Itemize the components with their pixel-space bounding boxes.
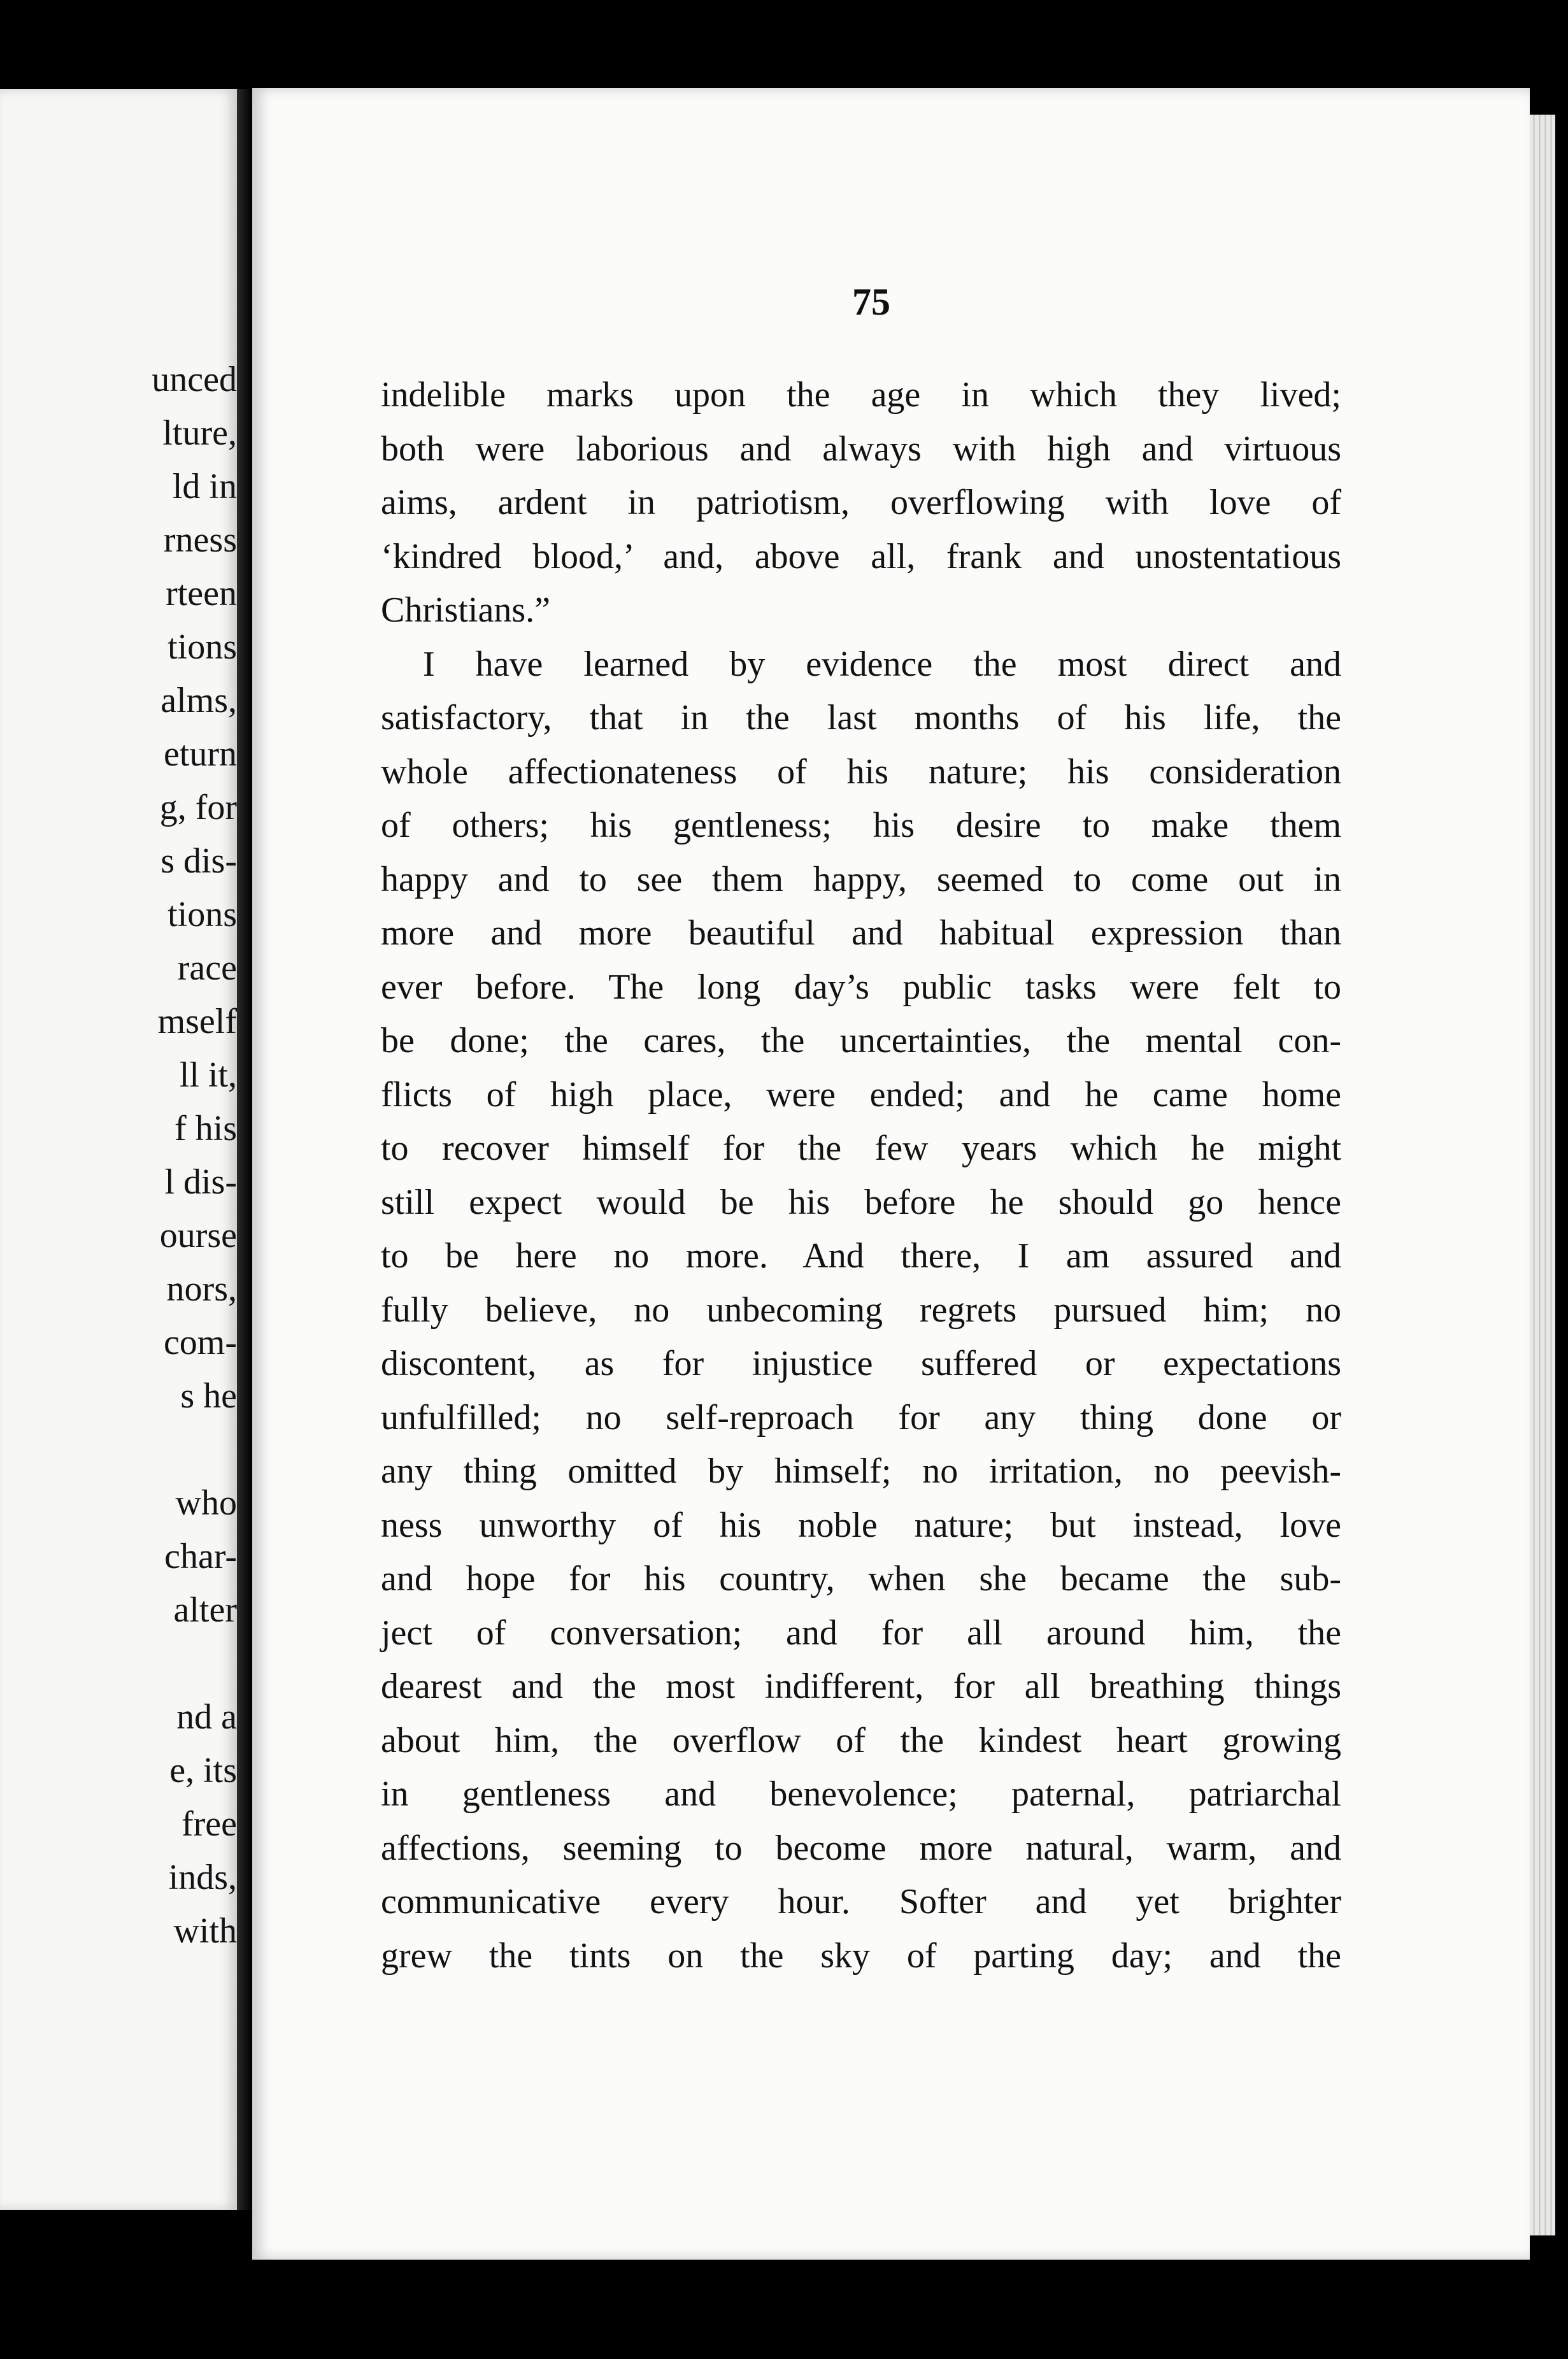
previous-page-line: race [177,948,237,988]
text-line: about him, the overflow of the kindest heart growing [381,1720,1341,1760]
text-line: flicts of high place, were ended; and he came home [381,1074,1341,1115]
previous-page-line: mself [157,1002,237,1041]
text-line: whole affectionateness of his nature; his consideration [381,752,1341,792]
previous-page-line: com- [163,1323,237,1362]
text-line: happy and to see them happy, seemed to come out in [381,859,1341,899]
previous-page-line: with [173,1911,237,1951]
previous-page-line: alter [173,1590,237,1630]
page-edges [1530,115,1555,2235]
previous-page-line: ourse [159,1216,237,1255]
previous-page-line: eturn [163,734,237,774]
text-line: dearest and the most indifferent, for all breathing things [381,1667,1341,1706]
previous-page-line: f his [175,1109,237,1148]
previous-page-line: nors, [166,1269,237,1309]
previous-page-line: inds, [168,1858,237,1897]
text-line: to recover himself for the few years which he might [381,1129,1341,1168]
text-line: aims, ardent in patriotism, overflowing with love of [381,483,1341,522]
paragraph-1 [381,368,1341,638]
text-line: fully believe, no unbecoming regrets pursued him; no [381,1290,1341,1330]
previous-page-line: tions [167,895,237,934]
text-line: indelible marks upon the age in which they lived; [381,375,1341,415]
previous-page-line: s he [180,1376,237,1416]
previous-page-line: rteen [166,574,237,613]
previous-page-line: alms, [160,681,237,720]
text-line: in gentleness and benevolence; paternal, patriarchal [381,1774,1341,1814]
previous-page-line: tions [167,627,237,667]
text-line: still expect would be his before he should go hence [381,1182,1341,1222]
text-line: unfulfilled; no self-reproach for any thing done or [381,1397,1341,1437]
page-body-text [381,368,1341,1983]
text-line: ject of conversation; and for all around him, the [381,1613,1341,1653]
text-line: discontent, as for injustice suffered or expectations [381,1344,1341,1383]
paragraph-2 [381,638,1341,1983]
text-line: affections, seeming to become more natural, warm, and [381,1828,1341,1868]
text-line: grew the tints on the sky of parting day; and the [381,1935,1341,1976]
text-line: I have learned by evidence the most direct and [423,644,1341,684]
text-line: communicative every hour. Softer and yet brighter [381,1882,1341,1921]
text-line: ness unworthy of his noble nature; but instead, love [381,1505,1341,1545]
previous-page-line: g, for [159,788,237,827]
text-line: ‘kindred blood,’ and, above all, frank and unostentatious [381,536,1341,576]
previous-page-line: unced [152,360,237,399]
previous-page-line: char- [164,1537,237,1576]
previous-page-line: free [181,1804,237,1844]
previous-page-line: s dis- [160,841,237,881]
previous-page-line: ll it, [179,1055,237,1095]
text-line: any thing omitted by himself; no irritation, no peevish- [381,1451,1341,1491]
text-line: to be here no more. And there, I am assured and [381,1236,1341,1276]
text-line: more and more beautiful and habitual expression than [381,913,1341,953]
text-line: of others; his gentleness; his desire to make them [381,806,1341,845]
previous-page-line: e, its [169,1751,237,1790]
previous-page-line: rness [163,520,237,560]
previous-page-line: who [175,1483,237,1523]
previous-page [0,89,237,2210]
text-line: satisfactory, that in the last months of his life, the [381,698,1341,738]
text-line: ever before. The long day’s public tasks were felt to [381,967,1341,1007]
previous-page-line: l dis- [164,1162,237,1202]
book-gutter [237,89,252,2210]
text-line: be done; the cares, the uncertainties, the mental con- [381,1021,1341,1060]
text-line: both were laborious and always with high and virtuous [381,429,1341,469]
page-number: 75 [852,281,890,323]
text-line: Christians.” [381,590,550,630]
text-line: and hope for his country, when she became the sub- [381,1559,1341,1599]
previous-page-line: nd a [176,1697,237,1737]
previous-page-line: lture, [162,413,237,453]
previous-page-line: ld in [172,467,237,506]
